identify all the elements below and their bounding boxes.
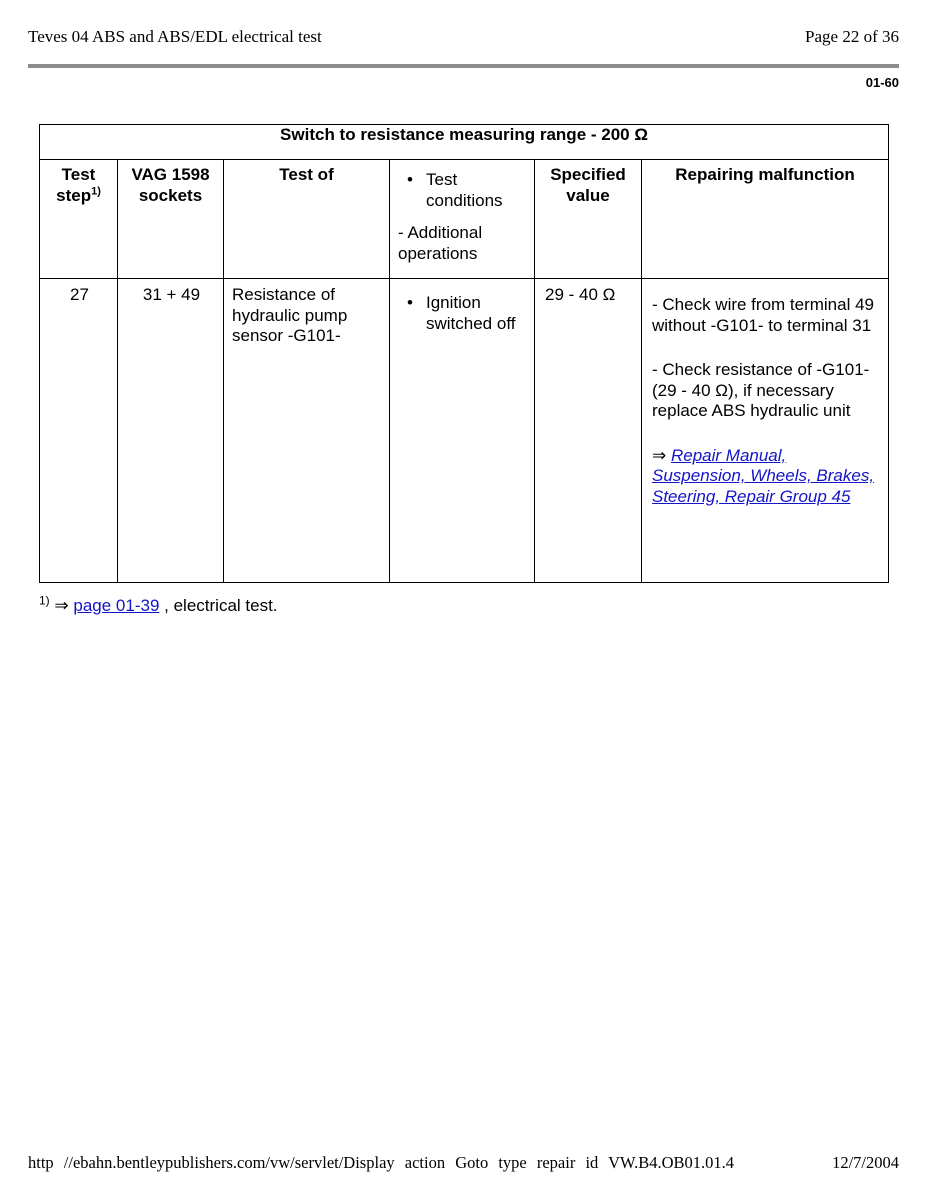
arrow-right-icon: ⇒: [54, 596, 69, 615]
repair-step-2: - Check resistance of -G101- (29 - 40 Ω), if necessary replace ABS hydraulic unit: [652, 360, 870, 420]
page-code: 01-60: [865, 75, 899, 90]
cell-repair: [642, 279, 889, 583]
header-test-step: [40, 160, 118, 279]
cell-condition: [390, 279, 535, 583]
condition-bullet: [398, 293, 528, 334]
header-conditions: [390, 160, 535, 279]
footnote-marker: 1): [39, 593, 50, 608]
condition-text: Ignition switched off: [426, 293, 516, 333]
page-reference-link[interactable]: page 01-39: [73, 596, 160, 615]
header-sockets: VAG 1598 sockets: [118, 160, 224, 279]
header-test-of: Test of: [224, 160, 390, 279]
cell-test-of: Resistance of hydraulic pump sensor -G101-: [224, 279, 390, 583]
cell-sockets: 31 + 49: [118, 279, 224, 583]
bullet-icon: •: [407, 293, 413, 312]
footnote-text: , electrical test.: [159, 596, 278, 615]
header-conditions-bullet: [398, 170, 530, 211]
header-test-step-label: Test step: [56, 165, 96, 205]
page-indicator: Page 22 of 36: [805, 27, 899, 46]
arrow-right-icon: ⇒: [652, 445, 667, 465]
header-conditions-label: Test conditions: [426, 170, 503, 210]
table-title: Switch to resistance measuring range - 200 Ω: [40, 125, 889, 160]
header-divider: [28, 64, 899, 68]
cell-step: 27: [40, 279, 118, 583]
footer-url: http //ebahn.bentleypublishers.com/vw/servlet/Display action Goto type repair id VW.B4.OB01.01.4: [28, 1153, 735, 1172]
header-repairing: Repairing malfunction: [642, 160, 889, 279]
header-additional-operations: - Additional operations: [398, 223, 483, 263]
repair-manual-link[interactable]: Repair Manual, Suspension, Wheels, Brakes, Steering, Repair Group 45: [652, 445, 875, 506]
footnote-marker: 1): [91, 184, 101, 197]
cell-specified: 29 - 40 Ω: [535, 279, 642, 583]
footnote: [39, 593, 278, 616]
table-header-row: [40, 160, 889, 279]
repair-reference: [652, 446, 882, 508]
footer-date: 12/7/2004: [832, 1153, 899, 1172]
repair-step-1: - Check wire from terminal 49 without -G101- to terminal 31: [652, 295, 875, 335]
table-title-row: [40, 125, 889, 160]
test-table: [39, 124, 889, 583]
header-specified: Specified value: [535, 160, 642, 279]
bullet-icon: •: [407, 170, 413, 189]
table-row: [40, 279, 889, 583]
document-title: Teves 04 ABS and ABS/EDL electrical test: [28, 27, 322, 46]
